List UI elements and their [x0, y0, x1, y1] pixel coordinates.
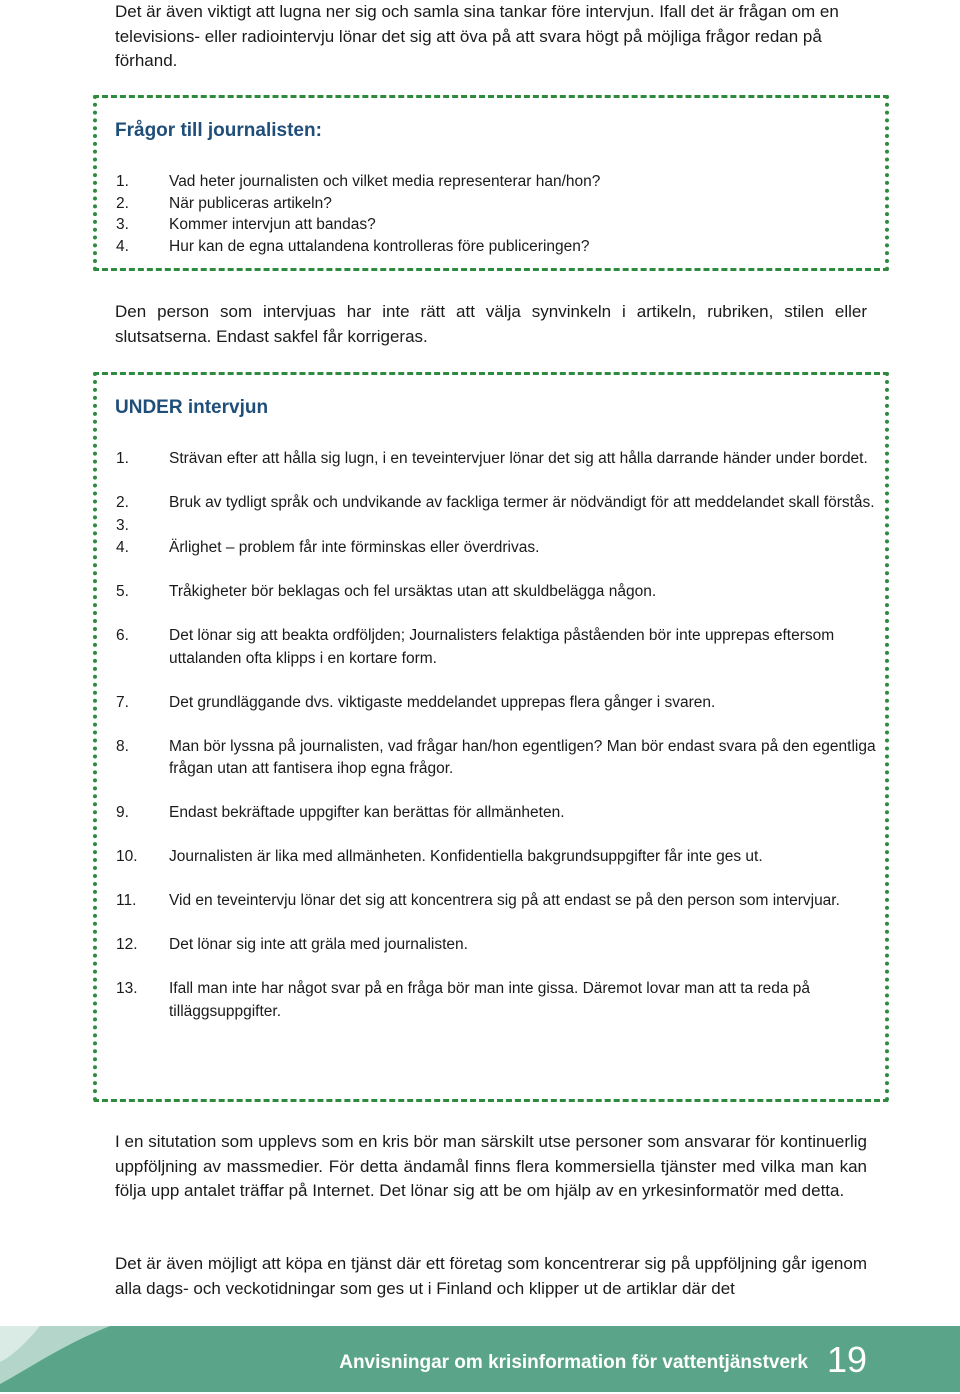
item-number: 4.	[116, 237, 129, 255]
item-text: Vid en teveintervju lönar det sig att koncentrera sig på att endast se på den person som intervjuar.	[169, 892, 840, 909]
item-text: Hur kan de egna uttalandena kontrolleras före publiceringen?	[169, 237, 590, 255]
item-text: Man bör lyssna på journalisten, vad frågar han/hon egentligen? Man bör endast svara på den egentliga frågan utan att fantisera ihop egna frågor.	[169, 737, 876, 777]
item-text: Ifall man inte har något svar på en fråga bör man inte gissa. Däremot lovar man att ta reda på tilläggsuppgifter.	[169, 980, 811, 1020]
item-number: 1.	[116, 450, 129, 467]
page-footer	[0, 1326, 960, 1392]
item-number: 4.	[116, 539, 129, 556]
during-interview-box	[93, 372, 889, 1102]
list-item	[116, 802, 876, 825]
item-text: Endast bekräftade uppgifter kan berättas för allmänheten.	[169, 804, 565, 821]
questions-box	[93, 95, 889, 271]
item-number: 12.	[116, 936, 138, 953]
questions-box-title: Frågor till journalisten:	[115, 120, 322, 141]
item-number: 3.	[116, 516, 129, 534]
list-item	[116, 171, 876, 193]
item-text: Det grundläggande dvs. viktigaste meddelandet upprepas flera gånger i svaren.	[169, 693, 716, 711]
item-text: Vad heter journalisten och vilket media representerar han/hon?	[169, 173, 601, 190]
item-text: Det lönar sig att beakta ordföljden; Journalisters felaktiga påståenden bör inte upprepas eftersom uttalanden ofta klipps i en kortare form.	[169, 627, 835, 667]
list-item	[116, 890, 876, 913]
item-text: Strävan efter att hålla sig lugn, i en teveintervjuer lönar det sig att hålla darrande händer under bordet.	[169, 450, 868, 467]
item-text: Ärlighet – problem får inte förminskas eller överdrivas.	[169, 539, 540, 556]
list-item	[116, 214, 876, 236]
item-number: 2.	[116, 494, 129, 511]
list-item	[116, 537, 876, 560]
item-text: När publiceras artikeln?	[169, 194, 332, 212]
item-number: 6.	[116, 627, 129, 644]
item-text: Bruk av tydligt språk och undvikande av fackliga termer är nödvändigt för att meddelandet skall förstås.	[169, 494, 875, 511]
item-number: 9.	[116, 804, 129, 821]
list-item	[116, 736, 876, 781]
item-number: 7.	[116, 693, 129, 711]
list-item	[116, 193, 876, 215]
list-item	[116, 625, 876, 670]
item-number: 11.	[116, 892, 137, 909]
list-item	[116, 581, 876, 604]
crisis-paragraph: I en situtation som upplevs som en kris bör man särskilt utse personer som ansvarar för kontinuerlig uppföljning av massmedier. För detta ändamål finns flera kommersiella tjänster med vilka man kan följa upp antalet träffar på Internet. Det lönar sig att be om hjälp av en yrkesinformatör med detta.	[115, 1132, 867, 1200]
list-item	[116, 515, 876, 538]
item-number: 1.	[116, 173, 129, 190]
item-text: Journalisten är lika med allmänheten. Konfidentiella bakgrundsuppgifter får inte ges ut.	[169, 848, 763, 865]
item-number: 10.	[116, 848, 138, 865]
middle-paragraph: Den person som intervjuas har inte rätt att välja synvinkeln i artikeln, rubriken, stilen eller slutsatserna. Endast sakfel får korrigeras.	[115, 302, 867, 346]
list-item	[116, 236, 876, 258]
footer-title: Anvisningar om krisinformation för vattentjänstverk	[339, 1352, 808, 1373]
during-interview-list	[116, 448, 876, 1023]
list-item	[116, 448, 876, 471]
item-text: Det lönar sig inte att gräla med journalisten.	[169, 936, 468, 953]
list-item	[116, 692, 876, 715]
questions-list	[116, 171, 876, 257]
item-number: 2.	[116, 194, 129, 212]
item-number: 5.	[116, 583, 129, 600]
item-number: 13.	[116, 980, 138, 997]
intro-paragraph: Det är även viktigt att lugna ner sig och samla sina tankar före intervjun. Ifall det är frågan om en televisions- eller radiointervju lönar det sig att öva på att svara högt på möjliga frågor redan på förhand.	[115, 2, 839, 70]
page-number: 19	[826, 1339, 867, 1380]
item-text: Kommer intervjun att bandas?	[169, 216, 376, 233]
list-item	[116, 846, 876, 869]
item-number: 3.	[116, 216, 129, 233]
item-number: 8.	[116, 737, 129, 755]
list-item	[116, 934, 876, 957]
list-item	[116, 492, 876, 515]
list-item	[116, 978, 876, 1023]
service-paragraph: Det är även möjligt att köpa en tjänst där ett företag som koncentrerar sig på uppföljning går igenom alla dags- och veckotidningar som ges ut i Finland och klipper ut de artiklar där det	[115, 1254, 867, 1298]
item-text: Tråkigheter bör beklagas och fel ursäktas utan att skuldbelägga någon.	[169, 583, 657, 600]
during-interview-title: UNDER intervjun	[115, 397, 269, 418]
